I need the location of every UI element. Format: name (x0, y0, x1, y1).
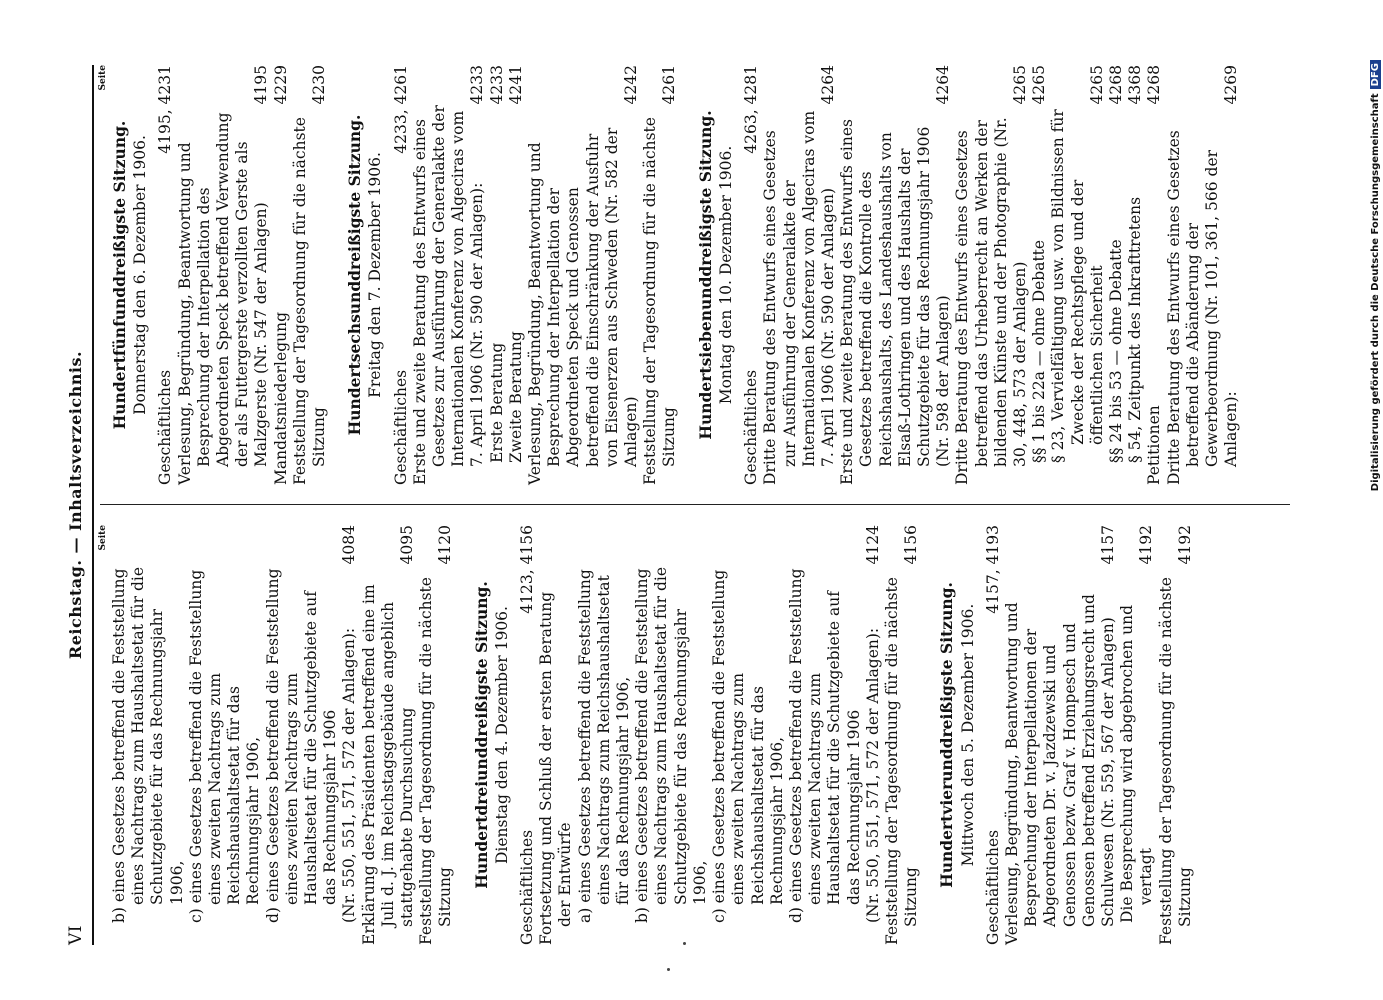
dfg-sidebar (1370, 60, 1383, 940)
toc-entry: d) eines Gesetzes betreffend die Feststellung eines zweiten Nachtrags zum Haushaltsetat für die Schutzgebiete auf das Rechnungsjahr 1906 (786, 568, 863, 923)
toc-entry: Geschäftliches 4263, 4281 (742, 65, 761, 485)
toc-entry: Feststellung der Tagesordnung für die nächste Sitzung 4156 (882, 525, 921, 945)
toc-entry: Geschäftliches 4123, 4156 (518, 525, 537, 945)
session-title: Hundertfünfunddreißigste Sitzung. (110, 120, 129, 430)
toc-entry: Feststellung der Tagesordnung für die nächste Sitzung 4120 (417, 525, 455, 945)
toc-entry: Erste Beratung 4233 (487, 65, 506, 463)
toc-entry: Erste und zweite Beratung des Entwurfs eines Gesetzes zur Ausführung der Generalakte der Internationalen Konferenz von Algeciras vom 7. April 1906 (Nr. 590 der Anlagen): 4233 (410, 65, 487, 485)
right-column (98, 65, 1241, 485)
page-content (60, 65, 1290, 945)
seite-label: Seite (98, 65, 108, 91)
toc-entry: Erklärung des Präsidenten betreffend eine im Juli d. J. im Reichstagsgebäude angeblich stattgehabte Durchsuchung 4095 (359, 525, 417, 945)
toc-entry: Geschäftliches 4233, 4261 (391, 65, 410, 485)
toc-entry: Fortsetzung und Schluß der ersten Beratung der Entwürfe (537, 591, 575, 945)
running-title: Reichstag. — Inhaltsverzeichnis. (66, 350, 85, 660)
toc-entry: §§ 24 bis 53 — ohne Debatte 4268 (1106, 65, 1125, 463)
session-date: Freitag den 7. Dezember 1906. (366, 152, 385, 398)
toc-entry: Dritte Beratung des Entwurfs eines Gesetzes betreffend das Urheberrecht an Werken der bildenden Künste und der Photographie (Nr. 30, 448, 573 der Anlagen) 4265 (953, 65, 1029, 485)
toc-entry: Geschäftliches 4157, 4193 (983, 525, 1002, 945)
session-date: Dienstag den 4. Dezember 1906. (492, 606, 511, 864)
seite-label: Seite (98, 525, 108, 551)
toc-entry: Feststellung der Tagesordnung für die nächste Sitzung 4192 (1156, 525, 1194, 945)
toc-entry: Zweite Beratung 4241 (506, 65, 525, 463)
scan-speck (667, 968, 670, 971)
toc-entry: Die Besprechung wird abgebrochen und vertagt 4192 (1118, 525, 1156, 923)
session-title: Hundertvierunddreißigste Sitzung. (937, 582, 957, 888)
digitization-note: Digitalisierung gefördert durch die Deutsche Forschungsgemeinschaft (1370, 93, 1381, 492)
running-header (60, 65, 90, 945)
session-title: Hundertdreiunddreißigste Sitzung. (471, 581, 491, 889)
column-rule (100, 504, 1290, 505)
session-title: Hundertsechsunddreißigste Sitzung. (345, 114, 365, 436)
toc-entry: Dritte Beratung des Entwurfs eines Gesetzes betreffend die Abänderung der Gewerbeordnung (Nr. 101, 361, 566 der Anlagen): 4269 (1164, 65, 1241, 485)
session-date: Mittwoch den 5. Dezember 1906. (958, 603, 977, 867)
toc-entry: § 54, Zeitpunkt des Inkrafttretens 4368 (1126, 65, 1145, 463)
toc-entry: (Nr. 550, 551, 571, 572 der Anlagen): 4124 (863, 525, 882, 923)
toc-entry: d) eines Gesetzes betreffend die Feststellung eines zweiten Nachtrags zum Haushaltsetat für die Schutzgebiete auf das Rechnungsjahr 1906 (263, 568, 340, 923)
toc-entry: b) eines Gesetzes betreffend die Feststellung eines Nachtrags zum Haushaltsetat für die Schutzgebiete für das Rechnungsjahr 1906, (110, 566, 186, 923)
toc-entry: b) eines Gesetzes betreffend die Feststellung eines Nachtrags zum Haushaltsetat für die Schutzgebiete für das Rechnungsjahr 1906, (633, 566, 709, 923)
toc-entry: Verlesung, Begründung, Beantwortung und Besprechung der Interpellation der Abgeordneten Speck und Genossen betreffend die Einschränkung der Ausfuhr von Eisenerzen aus Schweden (Nr. 582 der Anlagen) 4242 (526, 65, 641, 485)
toc-entry: c) eines Gesetzes betreffend die Feststellung eines zweiten Nachtrags zum Reichshaushaltsetat für das Rechnungsjahr 1906, (186, 569, 263, 923)
session-date: Montag den 10. Dezember 1906. (716, 145, 735, 405)
session-date: Donnerstag den 6. Dezember 1906. (131, 135, 150, 415)
toc-entry: (Nr. 550, 551, 571, 572 der Anlagen): 4084 (340, 525, 359, 923)
left-column (98, 525, 1195, 945)
session-title: Hundertsiebenunddreißigste Sitzung. (695, 110, 715, 440)
toc-entry: Feststellung der Tagesordnung für die nächste Sitzung 4261 (641, 65, 679, 485)
page-number: VI (66, 925, 86, 945)
toc-entry: Feststellung der Tagesordnung für die nächste Sitzung 4230 (290, 65, 329, 485)
toc-entry: Verlesung, Begründung, Beantwortung und Besprechung der Interpellationen der Abgeordneten Dr. v. Jazdzewski und Genossen bezw. Graf v. Hompesch und Genossen betreffend Erziehungsrecht und Schulwesen (Nr. 559, 567 der Anlagen) 4157 (1002, 525, 1117, 945)
toc-entry: Erste und zweite Beratung des Entwurfs eines Gesetzes betreffend die Kontrolle des Reichshaushalts, des Landeshaushalts von Elsaß-Lothringen und des Haushalts der Schutzgebiete für das Rechnungsjahr 1906 (Nr. 598 der Anlagen) 4264 (838, 65, 953, 485)
scan-speck (683, 942, 686, 945)
dfg-logo: DFG (1370, 60, 1381, 89)
toc-entry: Geschäftliches 4195, 4231 (156, 65, 175, 485)
toc-entry: Mandatsniederlegung 4229 (271, 65, 290, 485)
toc-entry: c) eines Gesetzes betreffend die Feststellung eines zweiten Nachtrags zum Reichshaushaltsetat für das Rechnungsjahr 1906, (710, 569, 786, 923)
header-rule (92, 65, 94, 945)
toc-entry: § 23, Vervielfältigung usw. von Bildnissen für Zwecke der Rechtspflege und der öffentlichen Sicherheit 4265 (1049, 65, 1106, 463)
toc-entry: Dritte Beratung des Entwurfs eines Gesetzes zur Ausführung der Generalakte der Internationalen Konferenz von Algeciras vom 7. April 1906 (Nr. 590 der Anlagen) 4264 (761, 65, 837, 485)
toc-entry: Verlesung, Begründung, Beantwortung und Besprechung der Interpellation des Abgeordneten Speck betreffend Verwendung der als Futtergerste verzollten Gerste als Malzgerste (Nr. 547 der Anlagen) 4195 (175, 65, 271, 485)
toc-entry: §§ 1 bis 22a — ohne Debatte 4265 (1030, 65, 1049, 463)
toc-entry: a) eines Gesetzes betreffend die Feststellung eines Nachtrags zum Reichshaushaltsetat für das Rechnungsjahr 1906, (575, 569, 633, 923)
toc-entry: Petitionen 4268 (1145, 65, 1164, 485)
